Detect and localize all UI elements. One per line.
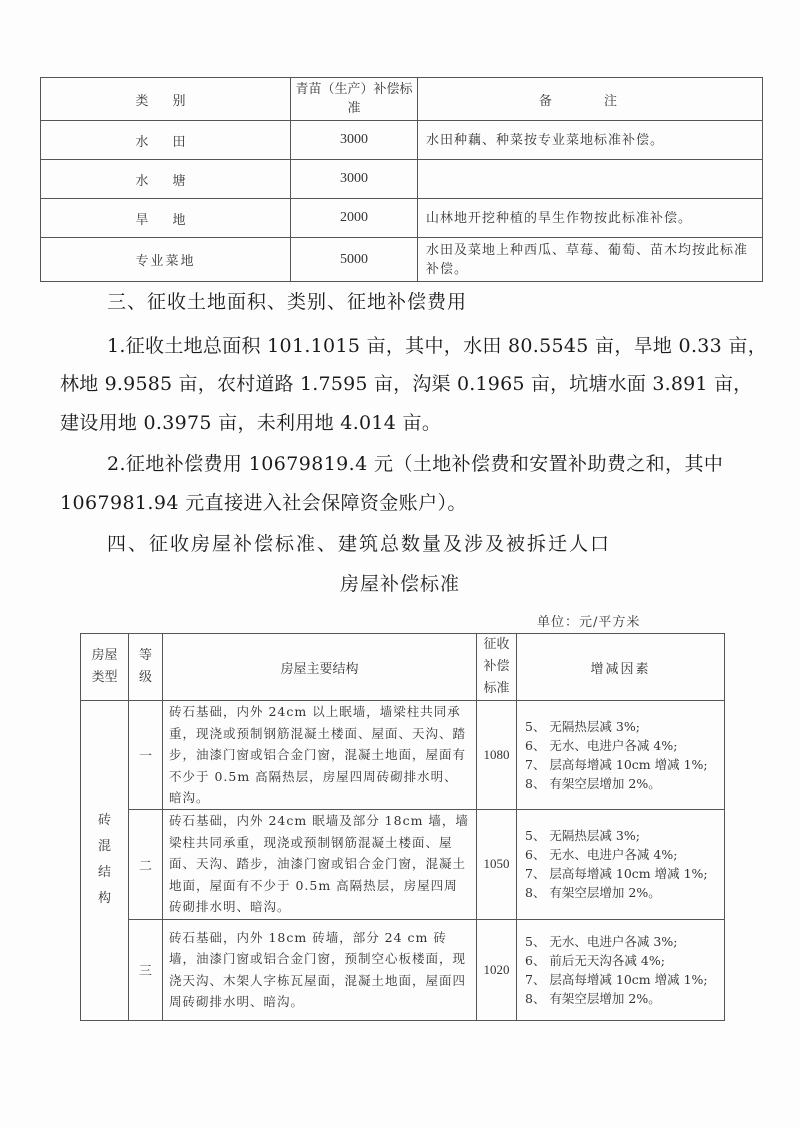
factor-item: 5、 无水、电进户各减 3%;: [525, 933, 678, 949]
factor-item: 8、 有架空层增加 2%。: [525, 885, 661, 900]
factor-item: 7、 层高每增减 10cm 增减 1%;: [525, 756, 708, 772]
house-type-char: 构: [97, 891, 111, 907]
compensation-paragraph-line-2: 1067981.94 元直接进入社会保障资金账户）。: [60, 492, 467, 514]
grade-cell: 一: [129, 701, 163, 810]
table-header-row: [41, 78, 763, 121]
header-text: 标准: [483, 681, 510, 696]
land-area-paragraph-line-2: 林地 9.9585 亩，农村道路 1.7595 亩，沟渠 0.1965 亩，坑塘水面 3.891 亩，: [60, 373, 753, 395]
header-text: 补偿: [483, 659, 510, 674]
note-cell: [418, 160, 763, 199]
table-row: [41, 121, 763, 160]
table-row: [81, 919, 725, 1020]
header-category: 类 别: [41, 78, 291, 121]
factor-item: 7、 层高每增减 10cm 增减 1%;: [525, 971, 708, 987]
land-area-paragraph-line-3: 建设用地 0.3975 亩，未利用地 4.014 亩。: [60, 412, 442, 434]
category-cell: 专业菜地: [41, 238, 291, 282]
section-4-heading: 四、征收房屋补偿标准、建筑总数量及涉及被拆迁人口: [107, 533, 612, 555]
category-cell: 水 田: [41, 121, 291, 160]
factor-item: 6、 前后无天沟各减 4%;: [525, 952, 665, 968]
factors-cell: [517, 919, 725, 1020]
house-type-char: 混: [97, 839, 111, 855]
table-row: [41, 238, 763, 282]
table-header-row: [81, 634, 725, 701]
crop-compensation-table: [40, 77, 763, 282]
grade-cell: 三: [129, 919, 163, 1020]
factor-item: 8、 有架空层增加 2%。: [525, 990, 661, 1006]
structure-cell: 砖石基础，内外 18cm 砖墙，部分 24 cm 砖墙，油漆门窗或铝合金门窗，预制空心板楼面，现浇天沟、木架人字栋瓦屋面，混凝土地面，屋面四周砖砌排水明、暗沟。: [163, 919, 477, 1020]
table-row: [41, 160, 763, 199]
unit-label: 单位：元/平方米: [537, 615, 641, 630]
header-text: 级: [138, 670, 152, 685]
section-3-heading: 三、征收土地面积、类别、征地补偿费用: [107, 291, 468, 313]
note-cell: 水田种藕、种菜按专业菜地标准补偿。: [418, 121, 763, 160]
house-type-char: 结: [97, 865, 111, 881]
standard-cell: 3000: [291, 160, 418, 199]
house-type-char: 砖: [97, 813, 111, 829]
factor-item: 6、 无水、电进户各减 4%;: [525, 847, 678, 862]
structure-cell: 砖石基础，内外 24cm 以上眠墙，墙梁柱共同承重，现浇或预制钢筋混凝土楼面、屋面、天沟、踏步，油漆门窗或铝合金门窗，混凝土地面，屋面有不少于 0.5m 高隔热层，房屋四周砖砌排水明、暗沟。: [163, 701, 477, 810]
house-type-cell: [81, 701, 129, 1021]
standard-cell: 1020: [477, 919, 517, 1020]
house-table-title: 房屋补偿标准: [340, 573, 461, 595]
header-text: 类型: [91, 670, 118, 685]
standard-cell: 3000: [291, 121, 418, 160]
grade-cell: 二: [129, 809, 163, 919]
structure-cell: 砖石基础，内外 24cm 眠墙及部分 18cm 墙，墙梁柱共同承重，现浇或预制钢筋混凝土楼面、屋面、天沟、踏步，油漆门窗或铝合金门窗，混凝土地面，屋面有不少于 0.5m 高隔热层，房屋四周砖砌排水明、暗沟。: [163, 809, 477, 919]
note-cell: 水田及菜地上种西瓜、草莓、葡萄、苗木均按此标准补偿。: [418, 238, 763, 282]
header-grade: [129, 634, 163, 701]
factor-item: 8、 有架空层增加 2%。: [525, 775, 661, 791]
factors-cell: [517, 809, 725, 919]
land-area-paragraph-line-1: 1.征收土地总面积 101.1015 亩，其中，水田 80.5545 亩，旱地 0.33 亩，: [107, 335, 767, 357]
table-row: [81, 809, 725, 919]
header-text: 房屋: [91, 648, 118, 663]
standard-cell: 1050: [477, 809, 517, 919]
header-standard: [477, 634, 517, 701]
standard-cell: 1080: [477, 701, 517, 810]
house-compensation-table: [80, 633, 725, 1021]
table-row: [41, 199, 763, 238]
category-cell: 旱 地: [41, 199, 291, 238]
category-cell: 水 塘: [41, 160, 291, 199]
header-text: 等: [138, 648, 152, 663]
factors-cell: [517, 701, 725, 810]
factor-item: 7、 层高每增减 10cm 增减 1%;: [525, 866, 708, 881]
factor-item: 5、 无隔热层减 3%;: [525, 828, 640, 843]
standard-cell: 5000: [291, 238, 418, 282]
header-note: 备 注: [418, 78, 763, 121]
factor-item: 6、 无水、电进户各减 4%;: [525, 737, 678, 753]
compensation-paragraph-line-1: 2.征地补偿费用 10679819.4 元（土地补偿费和安置补助费之和，其中: [107, 453, 724, 475]
table-row: [81, 701, 725, 810]
header-house-type: [81, 634, 129, 701]
header-factors: 增减因素: [517, 634, 725, 701]
note-cell: 山林地开挖种植的旱生作物按此标准补偿。: [418, 199, 763, 238]
factor-item: 5、 无隔热层减 3%;: [525, 718, 640, 734]
header-structure: 房屋主要结构: [163, 634, 477, 701]
header-text: 征收: [483, 637, 510, 652]
standard-cell: 2000: [291, 199, 418, 238]
header-standard: 青苗（生产）补偿标准: [291, 78, 418, 121]
